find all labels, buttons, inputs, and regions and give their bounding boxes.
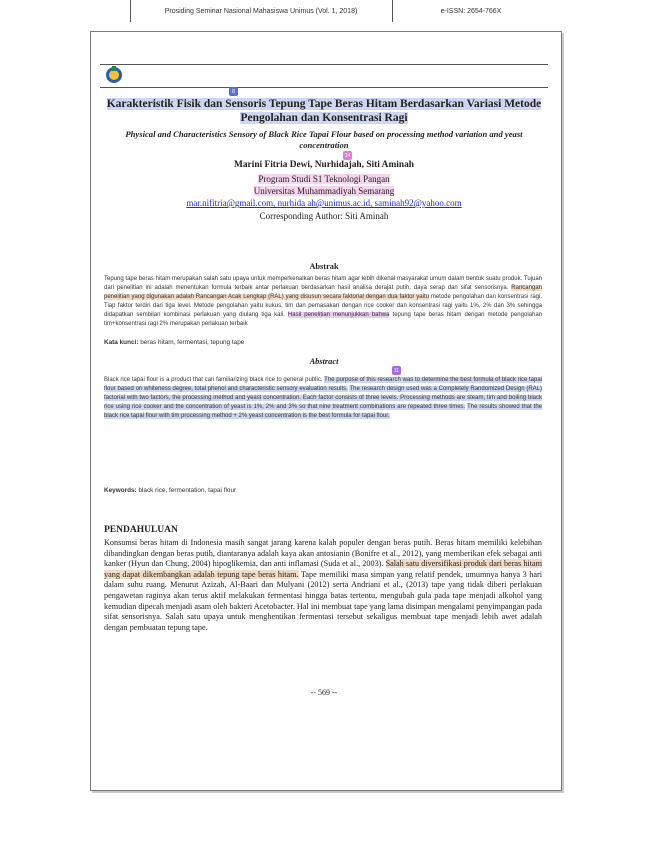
kata-kunci: Kata kunci: beras hitam, fermentasi, tepung tape: [104, 339, 245, 346]
paper-title-english: Physical and Characteristics Sensory of Black Rice Tapai Flour based on processing method variation and yeast concentration: [125, 129, 523, 150]
affiliation-dept: Program Studi S1 Teknologi Pangan: [258, 174, 390, 184]
abstrak-heading: Abstrak: [309, 262, 339, 271]
section-heading: PENDAHULUAN: [104, 525, 178, 535]
intro-paragraph: Konsumsi beras hitam di Indonesia masih sangat jarang karena kalah populer dengan beras putih. Beras hitam memiliki kelebihan dibandingkan dengan beras putih, diantaranya adalah kaya akan antosianin (Bonifre et al., 2012), yang memberikan efek sebagai anti kanker (Hyun dan Chung, 2004) hipoglikemia, dan anti inflamasi (Suda et al., 2003). Salah satu diversifikasi produk dari beras hitam yang dapat dikembangkan adalah tepung tape beras hitam. Tape memiliki masa simpan yang relatif pendek, umumnya hanya 3 hari dalam suhu ruang. Menurut Azizah, Al-Baari dan Mulyani (2012) serta Andriani et al., (2013) tape yang tidak diberi perlakuan pengawetan raginya akan terus aktif melakukan fermentasi hingga batas tertentu, mengubah gula pada tape menjadi alkohol yang kemudian dipecah menjadi asam oleh bakteri Acetobacter. Hal ini membuat tape yang lama disimpan mengalami penyimpangan pada sifat sensorisnya. Salah satu upaya untuk menghentikan fermentasi tersebut sekaligus membuat tape menjadi lebih awet adalah dengan pembuatan tepung tape.: [104, 538, 543, 632]
affiliation-univ: Universitas Muhammadiyah Semarang: [253, 186, 395, 196]
author-emails[interactable]: mar.nifitria@gmail.com, nurhida ah@unimus.ac.id, saminah92@yahoo.com: [186, 198, 462, 208]
header-proceedings: Prosiding Seminar Nasional Mahasiswa Unimus (Vol. 1, 2018): [130, 0, 391, 22]
abstract-text: Black rice tapai flour is a product that can familiarizing black rice to general public. The purpose of this research was to determine the best formula of black rice tapai flour based on whiteness degree, total phenol and characteristic sensory evaluation results. The research design used was a Completely Randomized Design (RAL) factorial with two factors, the processing method and yeast concentration. Each factor consists of three levels. Processing methods are steam, tim and boiling black rice using rice cooker and the concentration of yeast is 1%, 2% and 3% so that nine treatment combinations are repeated three times. The results showed that the black rice tapai flour with tim processing method + 2% yeast concentration is the best formula for tapai flour.: [104, 377, 542, 420]
abstract-keywords: Keywords: black rice, fermentation, tapai flour: [104, 487, 237, 494]
page-number: -- 569 --: [310, 688, 338, 697]
authors: Marini Fitria Dewi, Nurhidajah, Siti Aminah: [234, 160, 414, 170]
abstract-heading: Abstract: [309, 357, 339, 366]
paper-title: Karakteristik Fisik dan Sensoris Tepung Tape Beras Hitam Berdasarkan Variasi Metode Pengolahan dan Konsentrasi Ragi: [106, 98, 542, 124]
corresponding-author: Corresponding Author: Siti Aminah: [259, 211, 389, 221]
annotation-marker[interactable]: 14: [344, 152, 351, 159]
annotation-marker[interactable]: 8: [229, 87, 238, 96]
abstrak-text: Tepung tape beras hitam merupakan salah satu upaya untuk memperkenalkan beras hitam agar lebih dikenal masyarakat umum dalam bentuk suatu produk. Tujuan dari penelitian ini adalah menentukan formula terbaik antar perlakuan berdasarkan hasil analisa derajat putih, daya serap dan sifat sensorisnya. Rancangan penelitian yang digunakan adalah Rancangan Acak Lengkap (RAL) yang disusun secara faktorial dengan dua faktor yaitu metode pengolahan dan konsentrasi ragi. Tiap faktor terdiri dari tiga level. Metode pengolahan yaitu kukus, tim dan pemasakan dengan rice cooker dan konsentrasi ragi yaitu 1%, 2% dan 3% sehingga didapatkan sembilan kombinasi perlakuan yang diulang tiga kali. Hasil penelitian menunjukkan bahwa tepung tape beras hitam dengan metode pengolahan tim+konsentrasi ragi 2% merupakan perlakuan terbaik: [104, 276, 542, 328]
journal-header: [100, 64, 548, 88]
university-logo-icon: [104, 64, 124, 84]
annotation-marker[interactable]: 11: [393, 367, 400, 374]
header-issn: e-ISSN: 2654-766X: [392, 0, 549, 22]
